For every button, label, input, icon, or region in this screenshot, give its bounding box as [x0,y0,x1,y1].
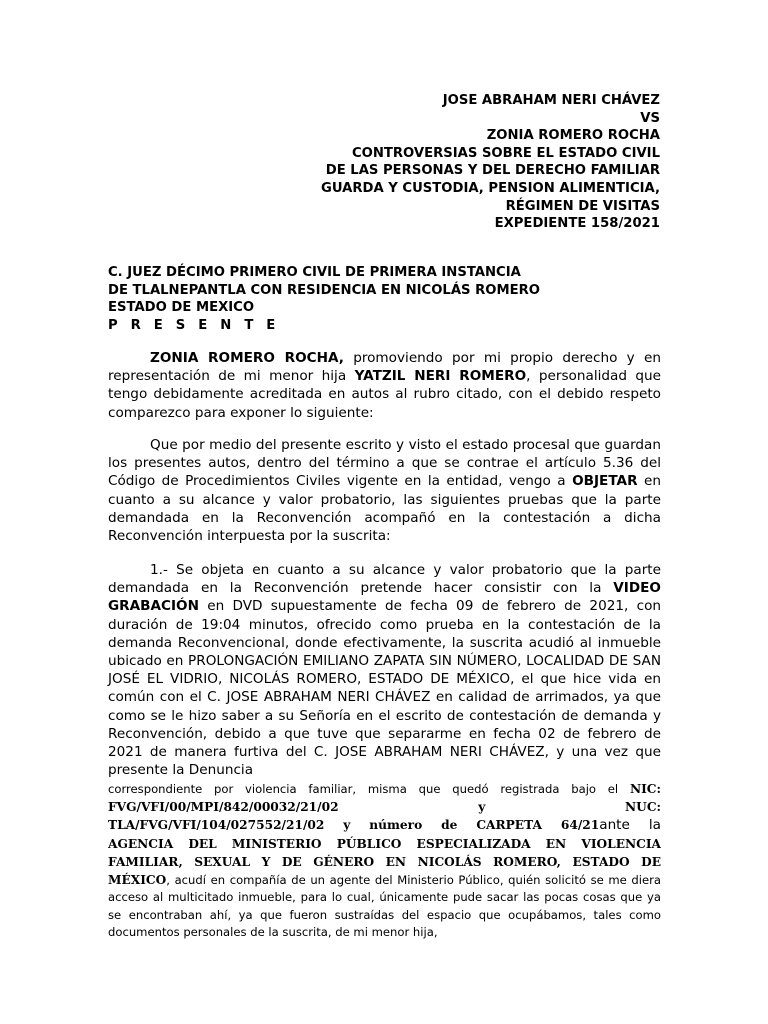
mexico-bold: MÉXICO [108,872,167,887]
agency-text-1: AGENCIA DEL MINISTERIO PÚBLICO ESPECIALIZADA EN VIOLENCIA [108,836,661,851]
ante-la: ante la [599,817,661,834]
case-type-line-3: GUARDA Y CUSTODIA, PENSION ALIMENTICIA, [321,180,660,196]
promovente-name: ZONIA ROMERO ROCHA, [150,350,344,366]
defendant-name: ZONIA ROMERO ROCHA [486,128,660,144]
closing-text: , acudí en compañía de un agente del Ministerio Público, quién solicitó se me diera acceso al multicitado inmueble, para lo cual, únicamente pude sacar las pocas cosas que ya se encontraban ahí, ya que fueron sustraídas del espacio que ocupábamos, tales como documentos personales de la suscrita, de mi menor hija, [108,872,661,940]
denuncia-line [108,781,661,799]
video-grabacion: VIDEO GRABACIÓN [108,580,661,615]
denuncia-text: correspondiente por violencia familiar, misma que quedó registrada bajo el [108,782,630,796]
objetar-word: OBJETAR [572,473,638,490]
nic-line [108,799,661,817]
addressee-presente: P R E S E N T E [108,317,280,333]
objection-text-2: en cuanto a su alcance y valor probatorio, las siguientes pruebas que la parte demandada en la Reconvención acompañó en la contestación a dicha Reconvención interpuesta por la suscrita: [108,473,661,545]
addressee-line-1: C. JUEZ DÉCIMO PRIMERO CIVIL DE PRIMERA INSTANCIA [108,265,521,280]
addressee-line-3: ESTADO DE MEXICO [108,300,255,316]
closing-text-block [108,872,661,942]
intro-text-2: , personalidad que tengo debidamente acreditada en autos al rubro citado, con el debido respeto comparezco para exponer lo siguiente: [108,368,661,421]
case-type-line-2: DE LAS PERSONAS Y DEL DERECHO FAMILIAR [325,163,660,179]
case-type-line-4: RÉGIMEN DE VISITAS [505,198,660,214]
nuc-number: TLA/FVG/VFI/104/027552/21/02 y número de CARPETA 64/21 [108,818,600,833]
versus-label: VS [640,110,660,126]
item1-text-2: en DVD supuestamente de fecha 09 de febrero de 2021, con duración de 19:04 minutos, ofrecido como prueba en la contestación de la demanda Reconvencional, donde efectivamente, la suscrita acudió al inmueble ubicado en PROLONGACIÓN EMILIANO ZAPATA SIN NÚMERO, LOCALIDAD DE SAN JOSÉ EL VIDRIO, NICOLÁS ROMERO, ESTADO DE MÉXICO, el que hice vida en común con el C. JOSE ABRAHAM NERI CHÁVEZ en calidad de arrimados, ya que como se le hizo saber a su Señoría en el escrito de contestación de demanda y Reconvención, debido a que tuve que separarme en fecha 02 de febrero de 2021 de manera furtiva del C. JOSE ABRAHAM NERI CHÁVEZ, y una vez que presente la Denuncia [108,598,661,779]
y-connector: y [478,800,486,815]
item-1-paragraph [108,561,661,779]
minor-name: YATZIL NERI ROMERO [354,368,527,385]
agency-text-2: FAMILIAR, SEXUAL Y DE GÉNERO EN NICOLÁS ROMERO, ESTADO DE [108,854,661,869]
intro-paragraph [108,349,661,422]
intro-text-1: promoviendo por mi propio derecho y en representación de mi menor hija [108,350,661,385]
agency-line-1 [108,836,661,854]
objection-text-1: Que por medio del presente escrito y visto el estado procesal que guardan los presentes autos, dentro del término a que se contrae el artículo 5.36 del Código de Procedimientos Civiles vigente en la entidad, vengo a [108,437,661,490]
objection-paragraph [108,436,661,545]
nic-label-1: NIC: [629,782,661,796]
agency-line-2 [108,854,661,872]
case-number: EXPEDIENTE 158/2021 [494,216,660,232]
plaintiff-name: JOSE ABRAHAM NERI CHÁVEZ [442,93,660,108]
addressee-line-2: DE TLALNEPANTLA CON RESIDENCIA EN NICOLÁS ROMERO [108,282,540,298]
nuc-label: NUC: [625,800,661,815]
case-type-line-1: CONTROVERSIAS SOBRE EL ESTADO CIVIL [351,145,660,161]
item-1-continuation [108,781,661,942]
case-header [321,92,660,233]
addressee-block [108,264,668,334]
item1-text-1: 1.- Se objeta en cuanto a su alcance y valor probatorio que la parte demandada en la Reconvención pretende hacer consistir con la [108,562,661,597]
nuc-line [108,817,661,835]
nic-number: FVG/VFI/00/MPI/842/00032/21/02 [108,800,339,815]
